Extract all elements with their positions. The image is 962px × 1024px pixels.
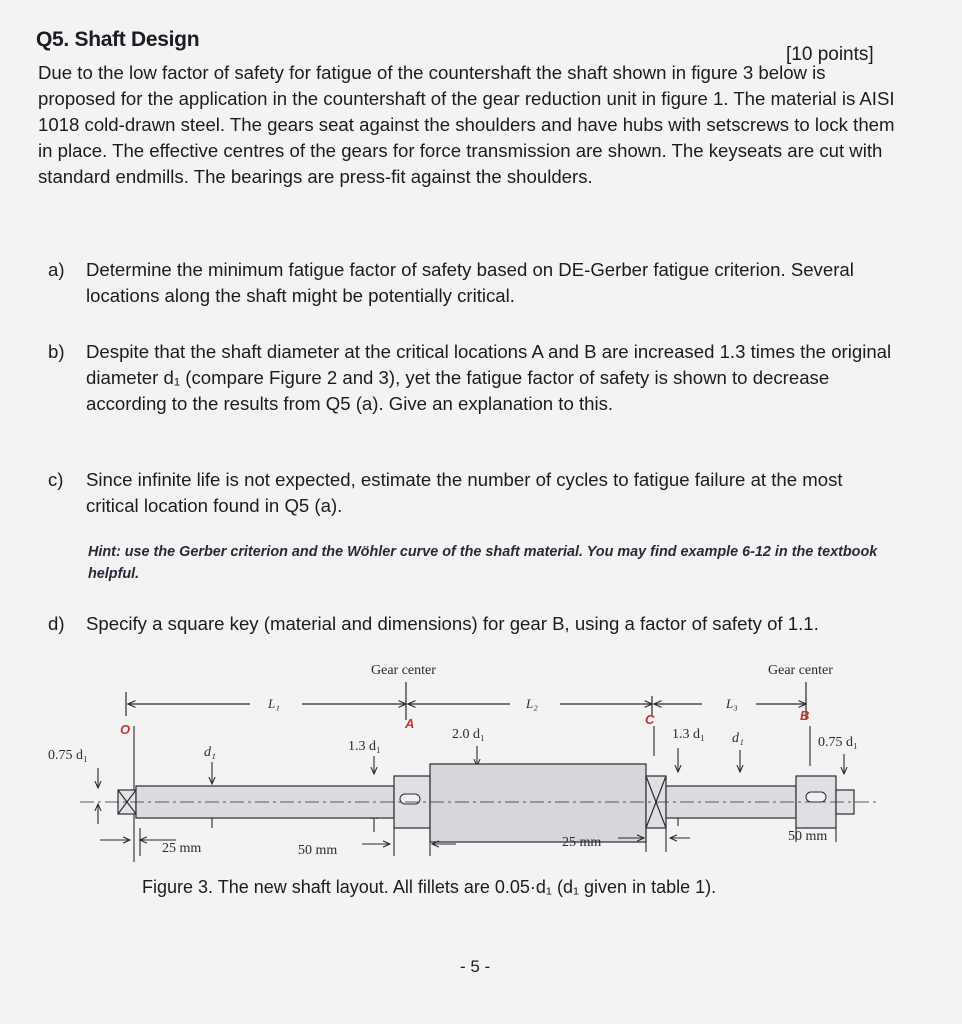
diameter-075-left: 0.75 d₁ bbox=[48, 748, 88, 763]
L3-label: L₃ bbox=[726, 696, 738, 711]
shaft-layout-figure bbox=[40, 656, 920, 896]
part-c-text: Since infinite life is not expected, estimate the number of cycles to fatigue failure at the most critical location found in Q5 (a). bbox=[86, 469, 843, 516]
point-A-label: A bbox=[405, 716, 415, 731]
shaft-body bbox=[80, 764, 880, 842]
diameter-13-right: 1.3 d₁ bbox=[672, 727, 705, 742]
part-a-label: a) bbox=[48, 259, 65, 280]
length-50-left: 50 mm bbox=[298, 843, 338, 858]
gear-center-left-label: Gear center bbox=[371, 663, 436, 678]
part-b bbox=[48, 339, 892, 417]
point-O-label: O bbox=[120, 722, 131, 737]
part-a-text: Determine the minimum fatigue factor of safety based on DE-Gerber fatigue criterion. Several locations along the shaft might be potentially critical. bbox=[86, 259, 854, 306]
diameter-d1-left: d₁ bbox=[204, 745, 216, 760]
part-c bbox=[48, 467, 892, 519]
part-b-text: Despite that the shaft diameter at the critical locations A and B are increased 1.3 times the original diameter d₁ (compare Figure 2 and 3), yet the fatigue factor of safety is shown to decrease according to the results from Q5 (a). Give an explanation to this. bbox=[86, 341, 892, 414]
gear-center-right-label: Gear center bbox=[768, 663, 833, 678]
part-d-label: d) bbox=[48, 613, 65, 634]
point-C-label: C bbox=[645, 712, 655, 727]
page-number: - 5 - bbox=[460, 957, 491, 976]
part-d bbox=[48, 611, 892, 637]
diameter-13-left: 1.3 d₁ bbox=[348, 739, 381, 754]
length-25-left: 25 mm bbox=[162, 841, 202, 856]
point-B-label: B bbox=[800, 708, 810, 723]
diameter-20: 2.0 d₁ bbox=[452, 727, 485, 742]
part-a bbox=[48, 257, 892, 309]
length-dimension-line bbox=[126, 682, 806, 720]
length-50-right: 50 mm bbox=[788, 829, 828, 844]
L2-label: L₂ bbox=[526, 696, 538, 711]
question-title: Q5. Shaft Design bbox=[36, 28, 200, 51]
diameter-075-right: 0.75 d₁ bbox=[818, 735, 858, 750]
hint-text: Hint: use the Gerber criterion and the Wöhler curve of the shaft material. You may find example 6-12 in the textbook helpful. bbox=[88, 544, 878, 582]
diameter-d1-right: d₁ bbox=[732, 731, 744, 746]
length-25-right: 25 mm bbox=[562, 835, 602, 850]
part-b-label: b) bbox=[48, 341, 65, 362]
part-c-label: c) bbox=[48, 469, 64, 490]
part-d-text: Specify a square key (material and dimensions) for gear B, using a factor of safety of 1.1. bbox=[86, 613, 819, 634]
figure-caption: Figure 3. The new shaft layout. All fillets are 0.05·d₁ (d₁ given in table 1). bbox=[142, 877, 717, 897]
question-points: [10 points] bbox=[786, 44, 874, 65]
question-intro: Due to the low factor of safety for fatigue of the countershaft the shaft shown in figure 3 below is proposed for the application in the countershaft of the gear reduction unit in figure 1. The material is AISI 1018 cold-drawn steel. The gears seat against the shoulders and have hubs with setscrews to lock them in place. The effective centres of the gears for force transmission are shown. The keyseats are cut with standard endmills. The bearings are press-fit against the shoulders. bbox=[38, 62, 895, 187]
L1-label: L₁ bbox=[268, 696, 280, 711]
